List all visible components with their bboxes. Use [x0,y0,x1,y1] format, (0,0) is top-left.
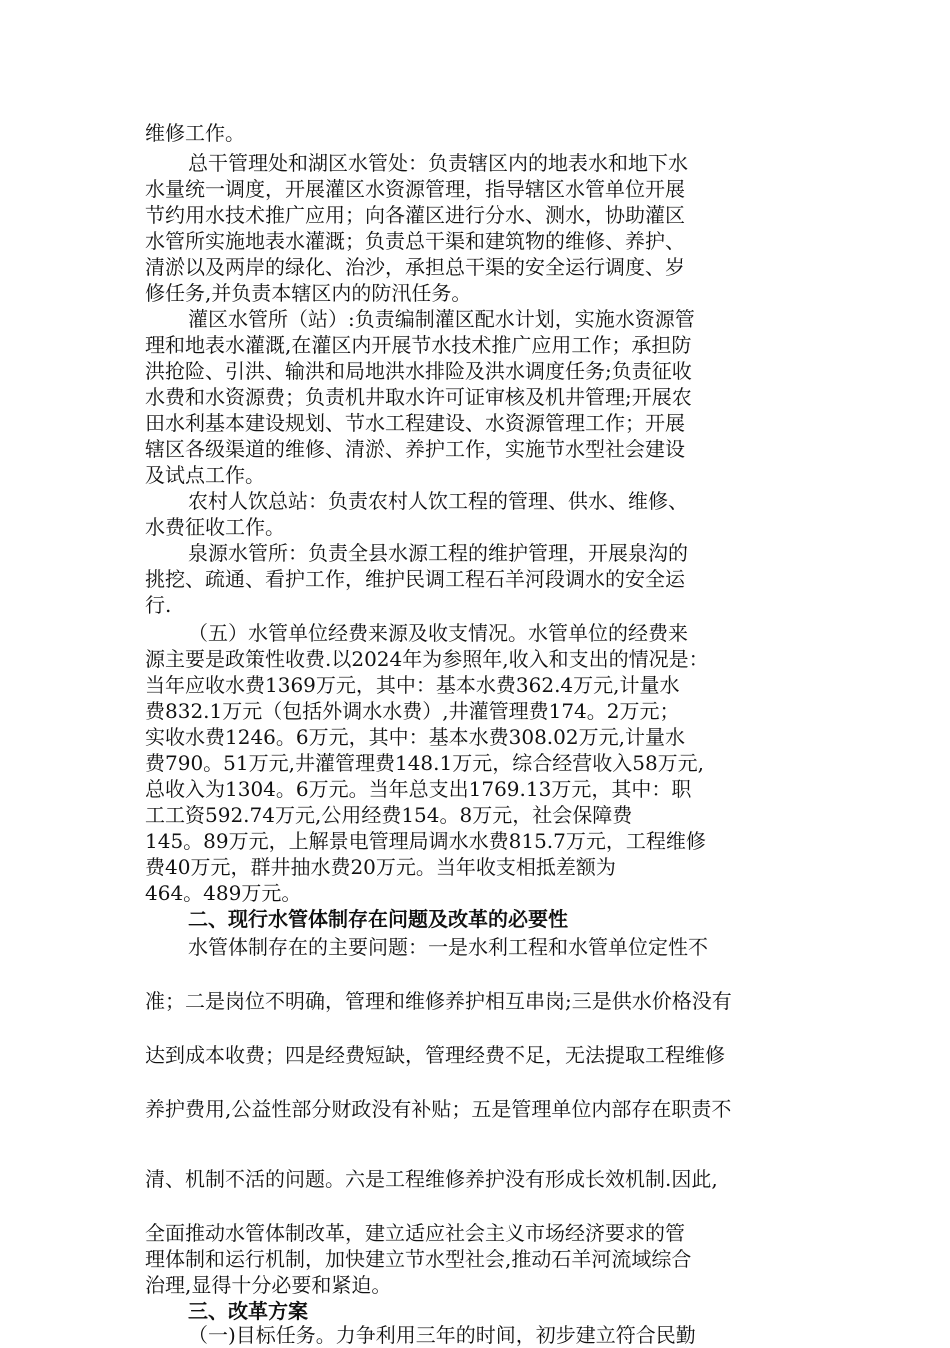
text-line: 灌区水管所（站）:负责编制灌区配水计划，实施水资源管 [188,307,695,331]
text-line: 水费和水资源费；负责机井取水许可证审核及机井管理;开展农 [145,385,692,409]
text-line: 准；二是岗位不明确，管理和维修养护相互串岗;三是供水价格没有 [145,989,732,1013]
text-line: 及试点工作。 [145,463,265,487]
text-line: 治理,显得十分必要和紧迫。 [145,1273,392,1297]
text-line: 修任务,并负责本辖区内的防汛任务。 [145,281,472,305]
text-line: 源主要是政策性收费.以2024年为参照年,收入和支出的情况是： [145,647,709,671]
section-heading: 三、改革方案 [188,1299,308,1323]
text-line: 水量统一调度，开展灌区水资源管理，指导辖区水管单位开展 [145,177,685,201]
text-line: 全面推动水管体制改革，建立适应社会主义市场经济要求的管 [145,1221,685,1245]
text-line: 泉源水管所：负责全县水源工程的维护管理，开展泉沟的 [188,541,688,565]
text-line: 辖区各级渠道的维修、清淤、养护工作，实施节水型社会建设 [145,437,685,461]
text-line: 清淤以及两岸的绿化、治沙，承担总干渠的安全运行调度、岁 [145,255,685,279]
text-line: 费832.1万元（包括外调水水费）,井灌管理费174。2万元； [145,699,680,723]
text-line: 464。489万元。 [145,881,302,905]
text-line: 实收水费1246。6万元，其中：基本水费308.02万元,计量水 [145,725,685,749]
text-line: 145。89万元，上解景电管理局调水水费815.7万元，工程维修 [145,829,706,853]
text-line: 行. [145,593,172,617]
text-line: 水费征收工作。 [145,515,285,539]
text-line: 维修工作。 [145,121,245,145]
text-line: 理和地表水灌溉,在灌区内开展节水技术推广应用工作；承担防 [145,333,692,357]
text-line: 节约用水技术推广应用；向各灌区进行分水、测水，协助灌区 [145,203,685,227]
text-line: 养护费用,公益性部分财政没有补贴；五是管理单位内部存在职责不 [145,1097,732,1121]
text-line: （五）水管单位经费来源及收支情况。水管单位的经费来 [188,621,688,645]
text-line: 田水利基本建设规划、节水工程建设、水资源管理工作；开展 [145,411,685,435]
section-heading: 二、现行水管体制存在问题及改革的必要性 [188,907,568,931]
text-line: 水管所实施地表水灌溉；负责总干渠和建筑物的维修、养护、 [145,229,685,253]
text-line: 洪抢险、引洪、输洪和局地洪水排险及洪水调度任务;负责征收 [145,359,692,383]
text-line: 费790。51万元,井灌管理费148.1万元，综合经营收入58万元, [145,751,705,775]
text-line: 挑挖、疏通、看护工作，维护民调工程石羊河段调水的安全运 [145,567,685,591]
text-line: 费40万元，群井抽水费20万元。当年收支相抵差额为 [145,855,616,879]
text-line: 水管体制存在的主要问题：一是水利工程和水管单位定性不 [188,935,708,959]
text-line: 清、机制不活的问题。六是工程维修养护没有形成长效机制.因此, [145,1167,718,1191]
text-line: 当年应收水费1369万元，其中：基本水费362.4万元,计量水 [145,673,680,697]
text-line: 农村人饮总站：负责农村人饮工程的管理、供水、维修、 [188,489,688,513]
text-line: 理体制和运行机制，加快建立节水型社会,推动石羊河流域综合 [145,1247,692,1271]
text-line: 工工资592.74万元,公用经费154。8万元，社会保障费 [145,803,633,827]
text-line: 总收入为1304。6万元。当年总支出1769.13万元，其中：职 [145,777,692,801]
text-line: 总干管理处和湖区水管处：负责辖区内的地表水和地下水 [188,151,688,175]
text-line: （一)目标任务。力争利用三年的时间，初步建立符合民勤 [188,1323,696,1347]
text-line: 达到成本收费；四是经费短缺，管理经费不足，无法提取工程维修 [145,1043,725,1067]
